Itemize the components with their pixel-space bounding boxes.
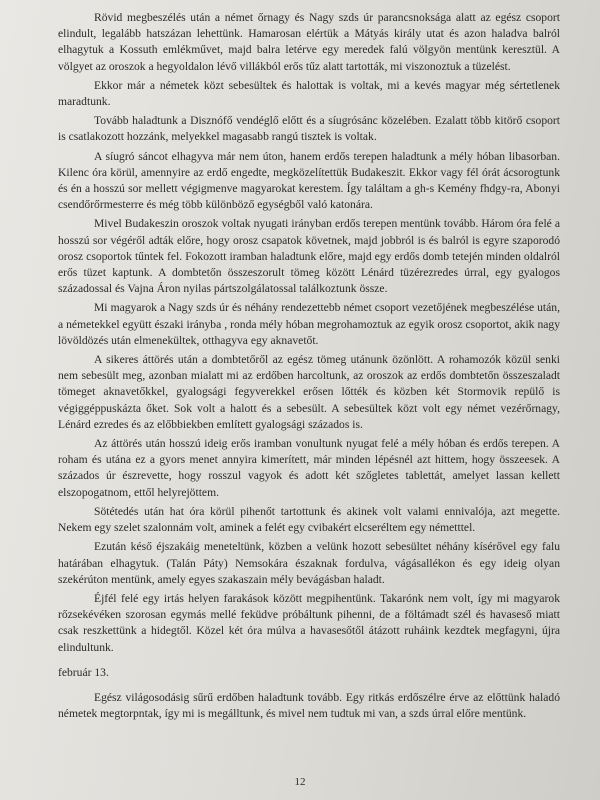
paragraph: Rövid megbeszélés után a német őrnagy és Nagy szds úr parancsnoksága alatt az egész csoport elindult, legalább hatszázan lehettünk. Hamarosan elértük a Mátyás király utat és azon haladva balról elhagytuk a Kossuth emlékművet, majd balra letérve egy meredek falú völgyön mentünk keresztül. A völgyet az oroszok a hegyoldalon lévő villákból erős tűz alatt tartották, mi viszonoztuk a tüzelést. bbox=[58, 11, 560, 73]
paragraph: Mi magyarok a Nagy szds úr és néhány rendezettebb német csoport vezetőjének megbeszélése után, a németekkel együtt északi irányba , ronda mély hóban megrohamoztuk az egyik orosz csoportot, akik nagy lövöldözés után elmenekültek, otthagyva egy aknavetőt. bbox=[58, 301, 560, 347]
paragraph: Mivel Budakeszin oroszok voltak nyugati irányban erdős terepen mentünk tovább. Három óra felé a hosszú sor végéről adták előre, hogy orosz csapatok követnek, majd jobbról is és balról is egyre szaporodó orosz csoportok tűntek fel. Fokozott iramban haladtunk előre, majd egy erdős domb tetején minden oldalról erős tüzet kaptunk. A dombtetőn összeszorult tömeg között Lénárd tüzérezredes úrral, egy gyalogos századossal és Vajna Áron nyilas pártszolgálatossal találkoztunk össze. bbox=[58, 217, 560, 296]
paragraph: Sötétedés után hat óra körül pihenőt tartottunk és akinek volt valami ennivalója, azt megette. Nekem egy szelet szalonnám volt, aminek a felét egy cvibakért elcseréltem egy németttel. bbox=[58, 504, 560, 535]
body-text bbox=[58, 10, 560, 722]
paragraph: Éjfél felé egy irtás helyen farakások között megpihentünk. Takarónk nem volt, így mi magyarok rőzsekévéken szorosan egymás mellé feküdve próbáltunk pihenni, de a föltámadt szél és havaseső miatt csak reszkettünk a hidegtől. Közel két óra múlva a havasesőtől átázott ruháink kezdtek megfagyni, újra elindultunk. bbox=[58, 591, 560, 654]
date-heading: február 13. bbox=[58, 665, 109, 679]
paragraph: A síugró sáncot elhagyva már nem úton, hanem erdős terepen haladtunk a mély hóban libasorban. Kilenc óra körül, amennyire az erdő engedte, megközelítettük Budakeszit. Ekkor vagy fél órát ácsorogtunk és én a hosszú sor mellett végigmenve magyarokat kerestem. Így találtam a gh-s Kemény fhdgy-ra, Abonyi csendőrőrmesterre és még több különböző egységből való katonára. bbox=[58, 149, 560, 212]
paragraph: Az áttörés után hosszú ideig erős iramban vonultunk nyugat felé a mély hóban és erdős terepen. A roham és utána ez a gyors menet annyira kimerített, már minden lépésnél azt hittem, hogy összeesek. A százados úr észrevette, hogy rosszul vagyok és adott két szőgletes tablettát, amelyet lassan kellett elszopogatnom, ettől helyrejöttem. bbox=[58, 437, 560, 499]
closing-paragraph: Egész világosodásig sűrű erdőben haladtunk tovább. Egy ritkás erdőszélre érve az előttünk haladó németek megtorpntak, így mi is megálltunk, és mivel nem tudtuk mi van, a szds úrral előre mentünk. bbox=[58, 690, 560, 721]
paragraph: Ezután késő éjszakáig meneteltünk, közben a velünk hozott sebesültet néhány kísérővel egy falu határában elhagytuk. (Talán Páty) Nemsokára északnak fordulva, vágásallékon és egy ideig olyan szekérúton mentünk, amely egyes szakaszain mély bevágásban haladt. bbox=[58, 540, 560, 586]
page-number: 12 bbox=[294, 776, 306, 788]
paragraph: A sikeres áttörés után a dombtetőről az egész tömeg utánunk özönlött. A rohamozók közül senki nem sebesült meg, azonban mialatt mi az erdőben harcoltunk, az oroszok az erdős dombtetőn összeszaladt tömeget aknavetőkkel, gyalogsági fegyverekkel erősen lőtték és közben két Stormovik repülő is végiggéppuskázta őket. Sok volt a halott és a sebesült. A sebesültek közt volt egy német vezérőrnagy, Lénárd ezredes és az előbbiekben említett gyalogsági százados is. bbox=[58, 353, 560, 431]
paragraph: Ekkor már a németek közt sebesültek és halottak is voltak, mi a kevés magyar még sértetlenek maradtunk. bbox=[58, 78, 560, 109]
paragraph: Tovább haladtunk a Disznófő vendéglő előtt és a síugrósánc közelében. Ezalatt több kitörő csoport is csatlakozott hozzánk, melyekkel magasabb rangú tisztek is voltak. bbox=[58, 114, 560, 144]
